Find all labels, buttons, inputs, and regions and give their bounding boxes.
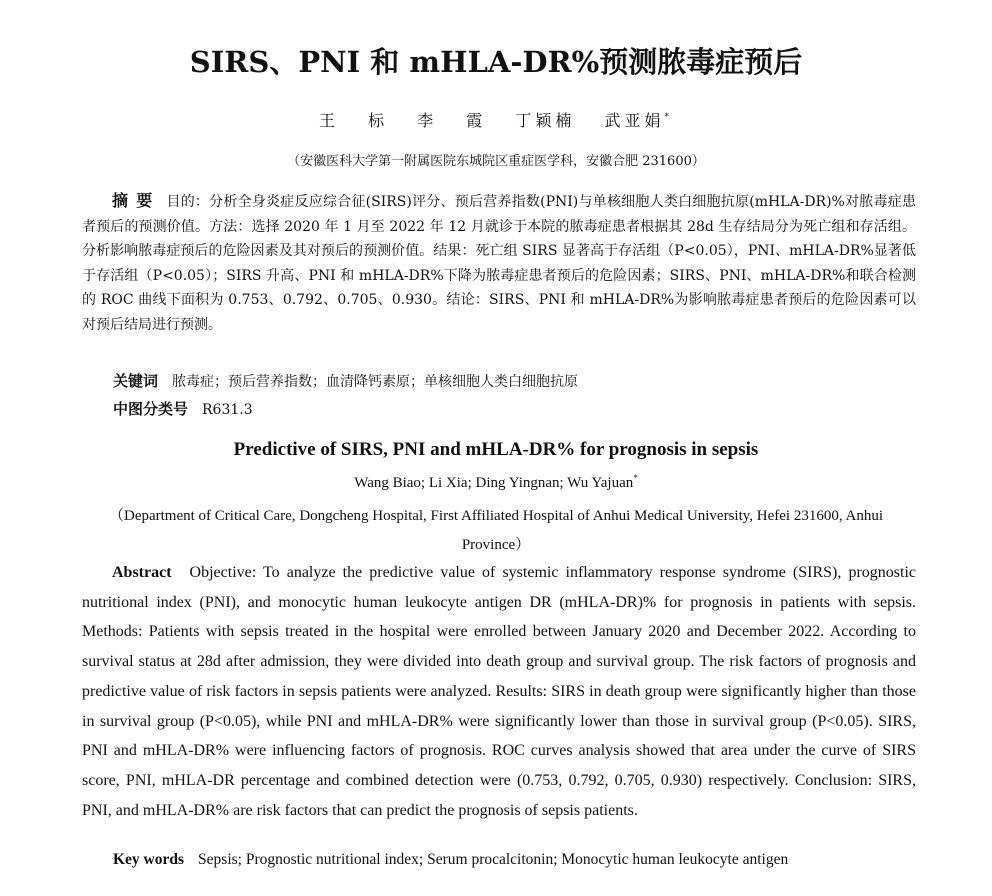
corresponding-author-mark: *	[664, 112, 673, 123]
english-corresponding-mark: *	[633, 473, 638, 483]
chinese-abstract-label: 摘要	[112, 191, 161, 210]
classification-label: 中图分类号	[113, 400, 189, 418]
chinese-keywords-label: 关键词	[113, 372, 159, 390]
english-author-names: Wang Biao; Li Xia; Ding Yingnan; Wu Yajuan	[354, 475, 634, 491]
chinese-keywords	[113, 370, 578, 391]
english-keywords-text: Sepsis; Prognostic nutritional index; Serum procalcitonin; Monocytic human leukocyte antigen	[198, 851, 789, 868]
chinese-abstract	[82, 189, 916, 337]
english-abstract-label: Abstract	[112, 564, 172, 581]
english-abstract-text: Objective: To analyze the predictive value of systemic inflammatory response syndrome (SIRS), prognostic nutritional index (PNI), and monocytic human leukocyte antigen DR (mHLA-DR)% for prognosis in patients with sepsis. Methods: Patients with sepsis treated in the hospital were enrolled between January 2020 and December 2022. According to survival status at 28d after admission, they were divided into death group and survival group. The risk factors of prognosis and predictive value of risk factors in sepsis patients were analyzed. Results: SIRS in death group were significantly higher than those in survival group (P<0.05), while PNI and mHLA-DR% were significantly lower than those in survival group (P<0.05). SIRS, PNI and mHLA-DR% were influencing factors of prognosis. ROC curves analysis showed that area under the curve of SIRS score, PNI, mHLA-DR percentage and combined detection were (0.753, 0.792, 0.705, 0.930) respectively. Conclusion: SIRS, PNI, and mHLA-DR% are risk factors that can predict the prognosis of sepsis patients.	[82, 564, 916, 819]
chinese-keywords-text: 脓毒症；预后营养指数；血清降钙素原；单核细胞人类白细胞抗原	[172, 374, 579, 390]
classification-number	[113, 398, 253, 419]
english-abstract	[82, 558, 916, 825]
english-keywords	[113, 851, 788, 869]
chinese-authors	[0, 108, 992, 131]
english-affiliation: （Department of Critical Care, Dongcheng Hospital, First Affiliated Hospital of Anhui Medical University, Hefei 231600, Anhui Province）	[108, 508, 884, 553]
english-authors	[0, 473, 992, 492]
classification-value: R631.3	[202, 402, 253, 418]
chinese-author-names: 王 标 李 霞 丁颖楠 武亚娟	[319, 111, 665, 130]
chinese-title: SIRS、PNI 和 mHLA-DR%预测脓毒症预后	[189, 45, 803, 79]
chinese-abstract-text: 目的：分析全身炎症反应综合征(SIRS)评分、预后营养指数(PNI)与单核细胞人类白细胞抗原(mHLA-DR)%对脓毒症患者预后的预测价值。方法：选择 2020 年 1 月至 2022 年 12 月就诊于本院的脓毒症患者根据其 28d 生存结局分为死亡组和存活组。分析影响脓毒症预后的危险因素及其对预后的预测价值。结果：死亡组 SIRS 显著高于存活组（P<0.05），PNI、mHLA-DR%显著低于存活组（P<0.05）；SIRS 升高、PNI 和 mHLA-DR%下降为脓毒症患者预后的危险因素；SIRS、PNI、mHLA-DR%和联合检测的 ROC 曲线下面积为 0.753、0.792、0.705、0.930。结论：SIRS、PNI 和 mHLA-DR%为影响脓毒症患者预后的危险因素可以对预后结局进行预测。	[82, 194, 916, 333]
english-title: Predictive of SIRS, PNI and mHLA-DR% for prognosis in sepsis	[233, 439, 759, 460]
chinese-affiliation: （安徽医科大学第一附属医院东城院区重症医学科，安徽合肥 231600）	[287, 154, 705, 169]
english-keywords-label: Key words	[113, 851, 185, 868]
